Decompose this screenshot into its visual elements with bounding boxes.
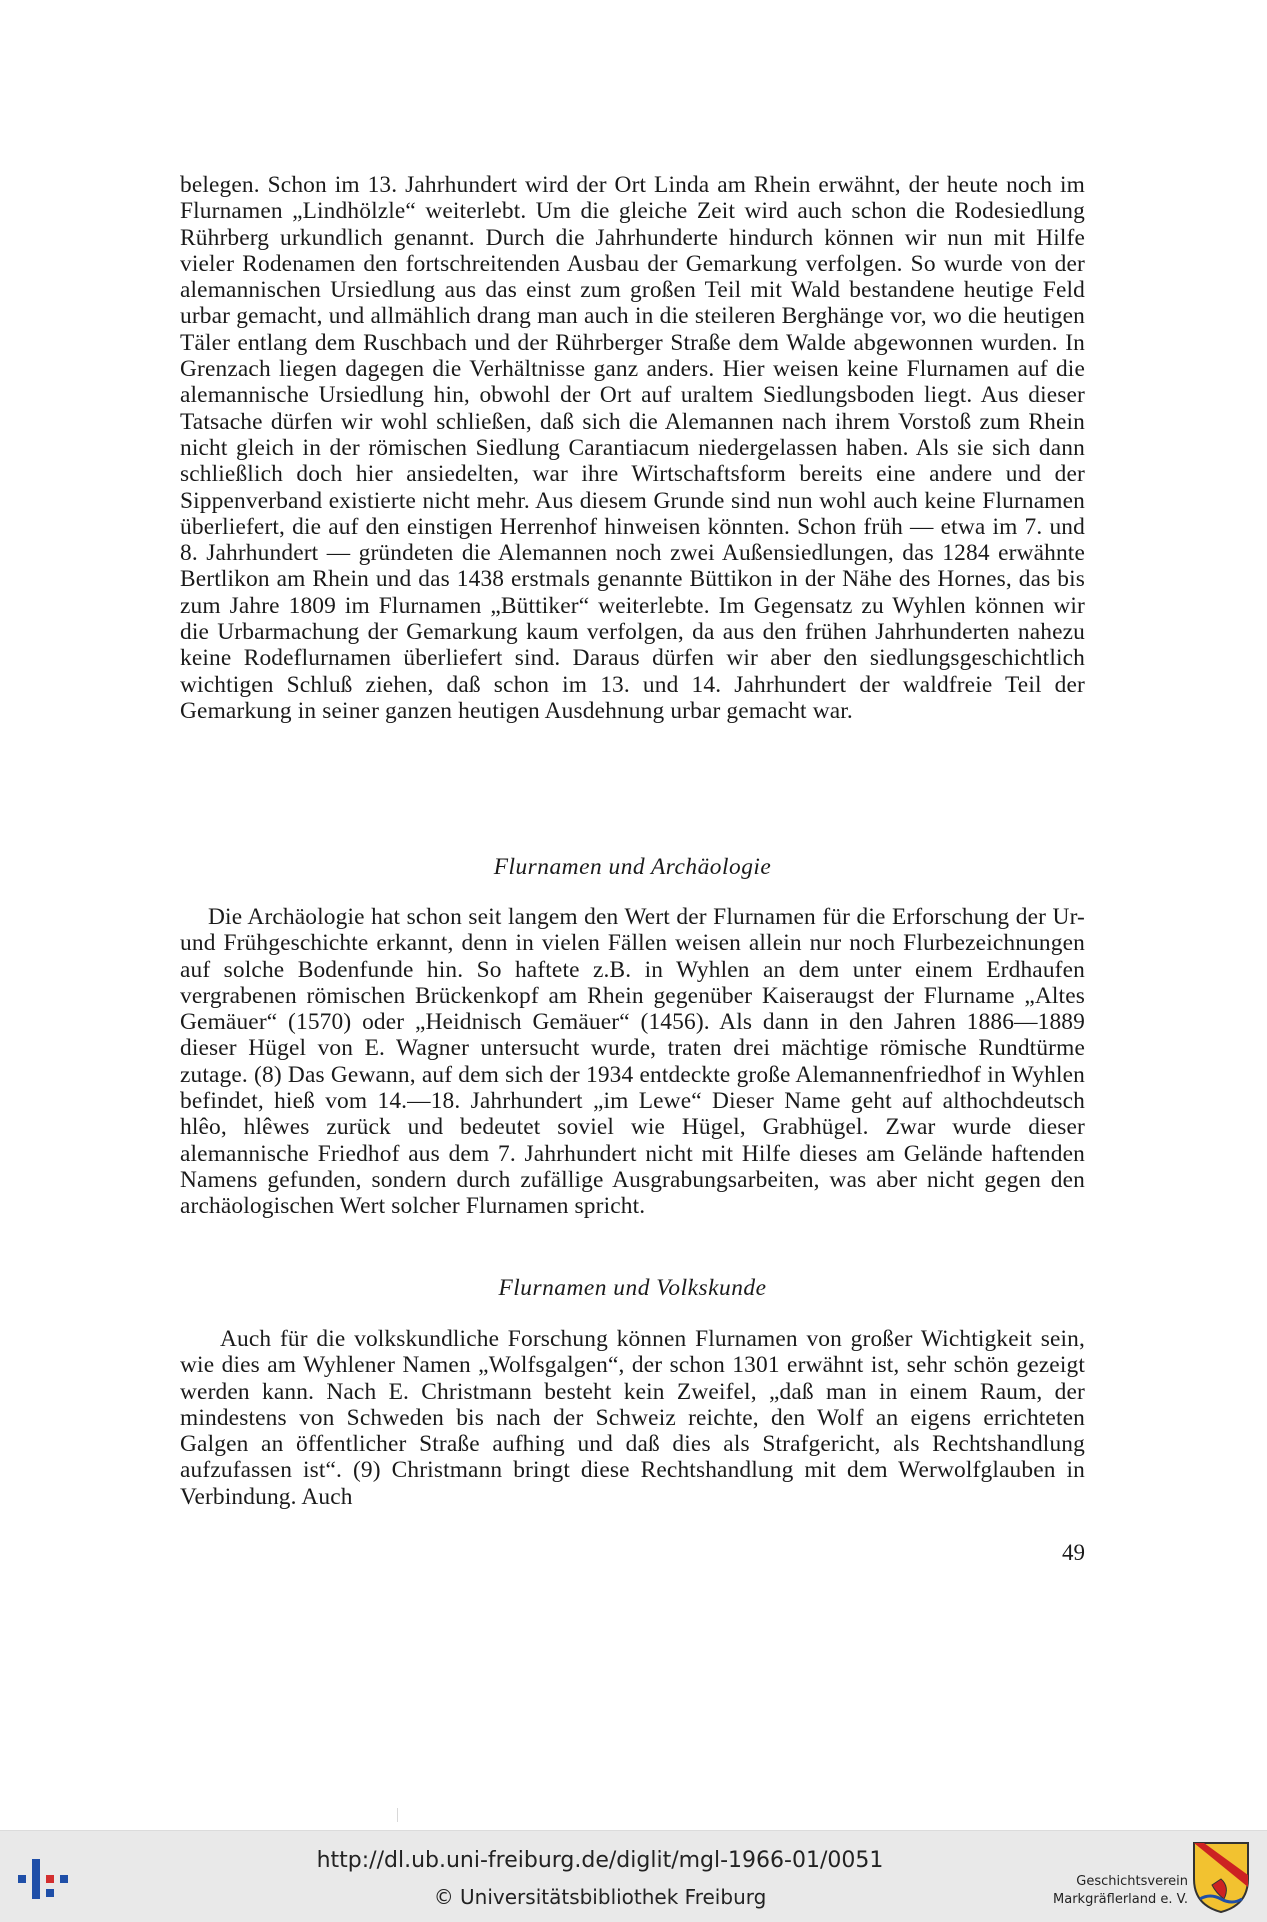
org-name-line-1: Geschichtsverein <box>1076 1874 1188 1889</box>
coat-of-arms-icon <box>1190 1839 1252 1915</box>
section-heading-archaeology: Flurnamen und Archäologie <box>493 854 772 880</box>
footer-organization <box>1010 1873 1188 1909</box>
org-name-line-2: Markgräflerland e. V. <box>1053 1892 1188 1907</box>
footer-copyright: © Universitätsbibliothek Freiburg <box>433 1885 767 1909</box>
body-paragraph-3: Auch für die volkskundliche Forschung können Flurnamen von großer Wichtigkeit sein, wie dies am Wyhlener Namen „Wolfsgalgen“, der schon 1301 erwähnt ist, sehr schön gezeigt werden kann. Nach E. Christmann besteht kein Zweifel, „daß man in einem Raum, der mindestens von Schweden bis nach der Schweiz reichte, den Wolf an eigens errichteten Galgen an öffentlicher Straße aufhing und daß dies als Strafgericht, als Rechtshandlung aufzufassen ist“. (9) Christmann bringt diese Rechtshandlung mit dem Werwolfglauben in Verbindung. Auch <box>180 1326 1085 1510</box>
footer-bar <box>0 1830 1267 1922</box>
footer-url-link[interactable]: http://dl.ub.uni-freiburg.de/diglit/mgl-1966-01/0051 <box>316 1848 884 1873</box>
body-paragraph-2: Die Archäologie hat schon seit langem den Wert der Flurnamen für die Erforschung der Ur- und Frühgeschichte erkannt, denn in vielen Fällen weisen allein nur noch Flurbezeichnungen auf solche Bodenfunde hin. So haftete z.B. in Wyhlen an dem unter einem Erdhaufen vergrabenen römischen Brückenkopf am Rhein gegenüber Kaiseraugst der Flurname „Altes Gemäuer“ (1570) oder „Heidnisch Gemäuer“ (1456). Als dann in den Jahren 1886—1889 dieser Hügel von E. Wagner untersucht wurde, traten drei mächtige römische Rundtürme zutage. (8) Das Gewann, auf dem sich der 1934 entdeckte große Alemannenfriedhof in Wyhlen befindet, hieß vom 14.—18. Jahrhundert „im Lewe“ Dieser Name geht auf althochdeutsch hlêo, hlêwes zurück und bedeutet soviel wie Hügel, Grabhügel. Zwar wurde dieser alemannische Friedhof aus dem 7. Jahrhundert nicht mit Hilfe dieses am Gelände haftenden Namens gefunden, sondern durch zufällige Ausgrabungsarbeiten, was aber nicht gegen den archäologischen Wert solcher Flurnamen spricht. <box>180 904 1085 1220</box>
body-paragraph-1: belegen. Schon im 13. Jahrhundert wird der Ort Linda am Rhein erwähnt, der heute noch im Flurnamen „Lindhölzle“ weiterlebt. Um die gleiche Zeit wird auch schon die Rodesiedlung Rührberg urkundlich genannt. Durch die Jahrhunderte hindurch können wir nun mit Hilfe vieler Rodenamen den fortschreitenden Ausbau der Gemarkung verfolgen. So wurde von der alemannischen Ursiedlung aus das einst zum großen Teil mit Wald bestandene heutige Feld urbar gemacht, und allmählich drang man auch in die steileren Berghänge vor, wo die heutigen Täler entlang dem Ruschbach und der Rührberger Straße dem Walde abgewonnen wurden. In Grenzach liegen dagegen die Verhältnisse ganz anders. Hier weisen keine Flurnamen auf die alemannische Ursiedlung hin, obwohl der Ort auf uraltem Siedlungsboden liegt. Aus dieser Tatsache dürfen wir wohl schließen, daß sich die Alemannen nach ihrem Vorstoß zum Rhein nicht gleich in der römischen Siedlung Carantiacum niedergelassen haben. Als sie sich dann schließlich doch hier ansiedelten, war ihre Wirtschaftsform bereits eine andere und der Sippenverband existierte nicht mehr. Aus diesem Grunde sind nun wohl auch keine Flurnamen überliefert, die auf den einstigen Herrenhof hinweisen könnten. Schon früh — etwa im 7. und 8. Jahrhundert — gründeten die Alemannen noch zwei Außensiedlungen, das 1284 erwähnte Bertlikon am Rhein und das 1438 erstmals genannte Büttikon in der Nähe des Hornes, das bis zum Jahre 1809 im Flurnamen „Büttiker“ weiterlebte. Im Gegensatz zu Wyhlen können wir die Urbarmachung der Gemarkung kaum verfolgen, da aus den frühen Jahrhunderten nahezu keine Rodeflurnamen überliefert sind. Daraus dürfen wir aber den siedlungsgeschichtlich wichtigen Schluß ziehen, daß schon im 13. und 14. Jahrhundert der waldfreie Teil der Gemarkung in seiner ganzen heutigen Ausdehnung urbar gemacht war. <box>180 172 1085 724</box>
page-number: 49 <box>1062 1540 1085 1565</box>
library-logo-icon[interactable] <box>14 1845 80 1905</box>
section-heading-folklore: Flurnamen und Volkskunde <box>498 1275 767 1301</box>
scan-mark <box>397 1808 398 1822</box>
